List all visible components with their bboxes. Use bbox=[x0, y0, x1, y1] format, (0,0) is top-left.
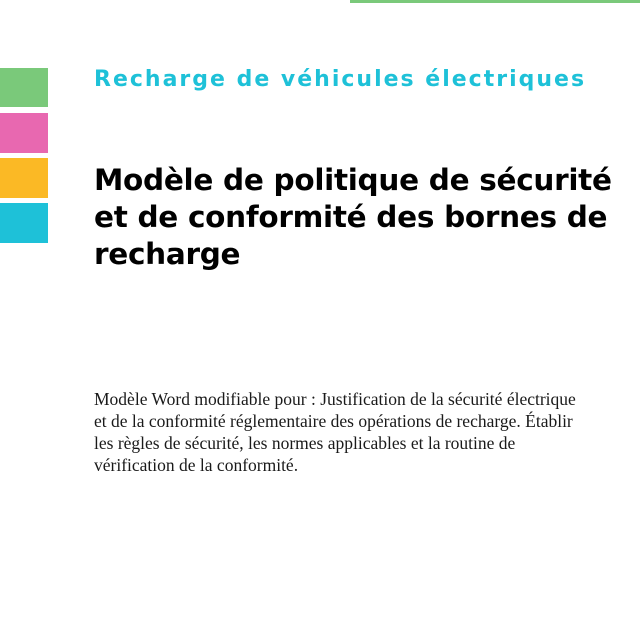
document-title: Modèle de politique de sécurité et de conformité des bornes de recharge bbox=[94, 163, 612, 271]
color-bar-cyan bbox=[0, 203, 48, 243]
color-bar-green bbox=[0, 68, 48, 107]
color-bar-yellow bbox=[0, 158, 48, 198]
top-accent-line bbox=[350, 0, 640, 3]
category-label: Recharge de véhicules électriques bbox=[94, 67, 587, 92]
color-bar-pink bbox=[0, 113, 48, 153]
document-description: Modèle Word modifiable pour : Justification de la sécurité électrique et de la conformité réglementaire des opérations de recharge. Établir les règles de sécurité, les normes applicables et la routine de vérification de la conformité. bbox=[94, 389, 576, 475]
